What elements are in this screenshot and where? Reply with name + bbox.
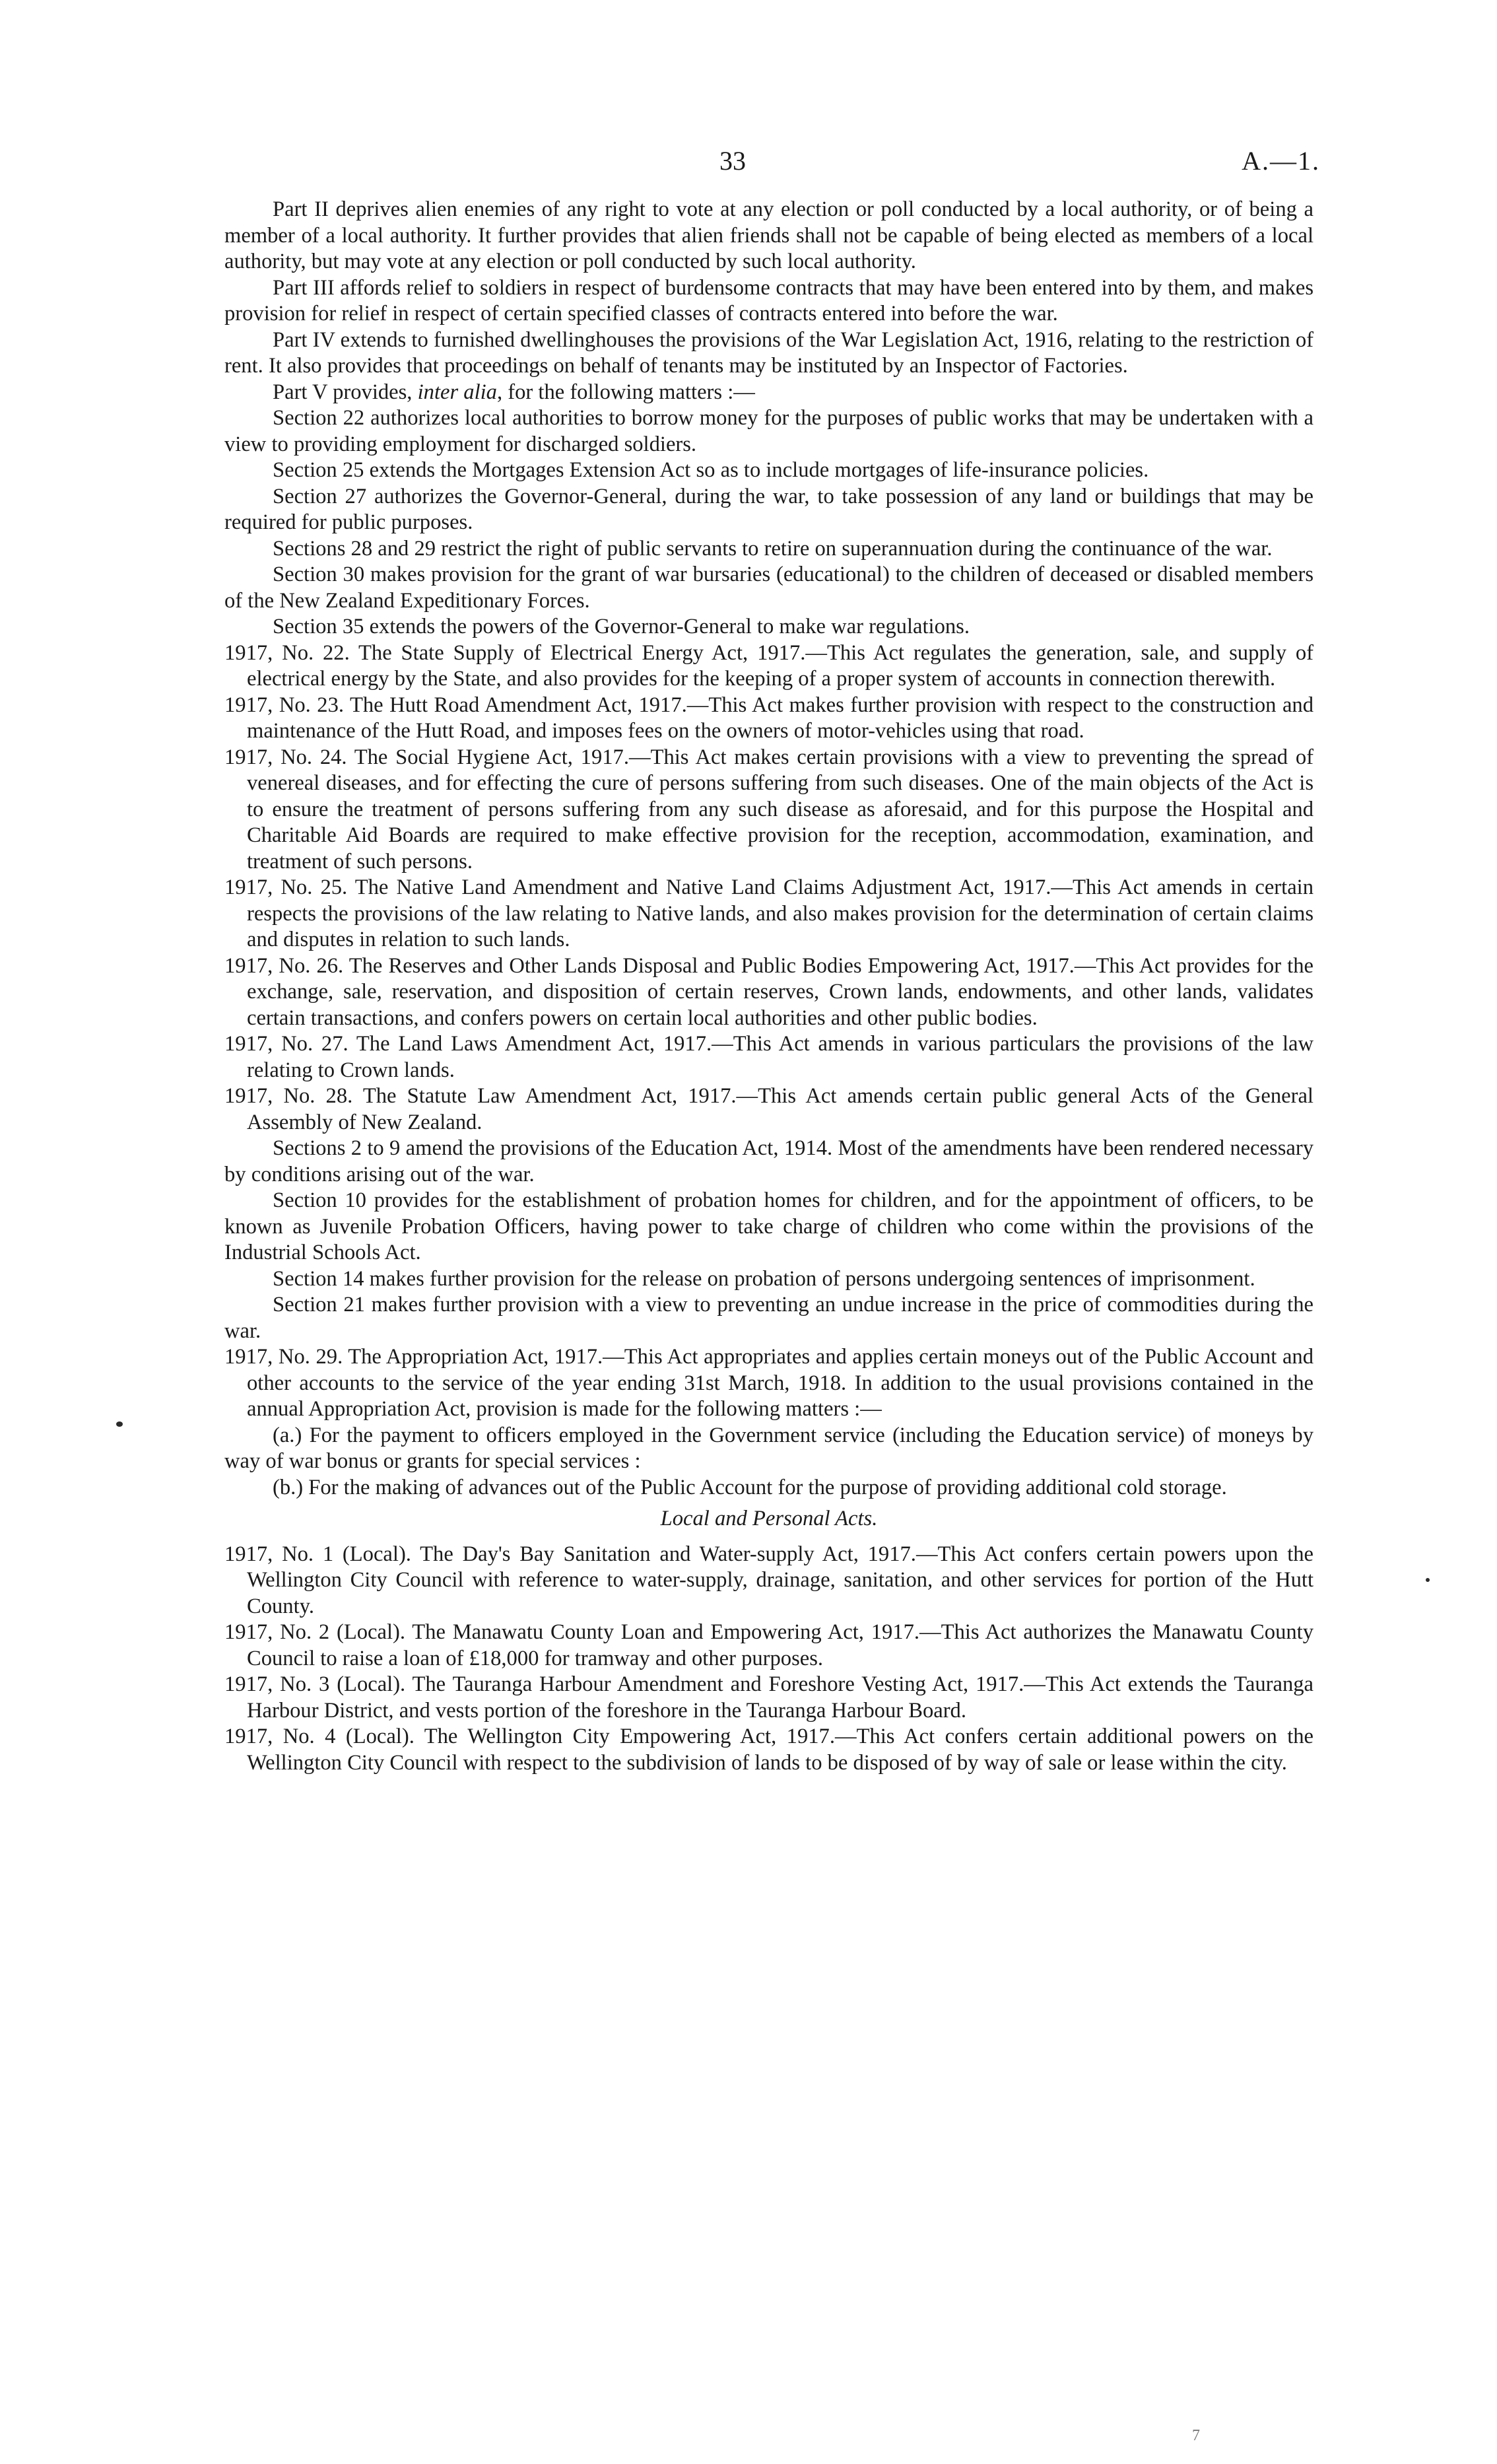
act-entry: 1917, No. 25. The Native Land Amendment and Native Land Claims Adjustment Act, 1917.—This Act amends in certain respects the provisions of the law relating to Native lands, and also makes provision for the determination of certain claims and disputes in relation to such lands.	[224, 875, 1314, 951]
paragraph: Section 14 makes further provision for the release on probation of persons undergoing sentences of imprisonment.	[273, 1266, 1255, 1291]
sub-item: (a.) For the payment to officers employed in the Government service (including the Education service) of moneys by way of war bonus or grants for special services :	[224, 1423, 1314, 1473]
page-number: 33	[719, 146, 746, 176]
act-entry: 1917, No. 3 (Local). The Tauranga Harbour Amendment and Foreshore Vesting Act, 1917.—This Act extends the Tauranga Harbour District, and vests portion of the foreshore in the Tauranga Harbour Board.	[224, 1672, 1314, 1723]
act-entry: 1917, No. 2 (Local). The Manawatu County Loan and Empowering Act, 1917.—This Act authorizes the Manawatu County Council to raise a loan of £18,000 for tramway and other purposes.	[224, 1620, 1314, 1670]
page-header	[0, 145, 1497, 185]
document-reference: A.—1.	[1242, 146, 1320, 176]
paragraph: Section 27 authorizes the Governor-General, during the war, to take possession of any land or buildings that may be required for public purposes.	[224, 484, 1314, 534]
act-entry: 1917, No. 28. The Statute Law Amendment Act, 1917.—This Act amends certain public general Acts of the General Assembly of New Zealand.	[224, 1084, 1314, 1134]
act-entry: 1917, No. 4 (Local). The Wellington City Empowering Act, 1917.—This Act confers certain additional powers on the Wellington City Council with respect to the subdivision of lands to be disposed of by way of sale or lease within the city.	[224, 1725, 1314, 1775]
paragraph: Part V provides, inter alia, for the following matters :—	[273, 380, 755, 404]
footer-mark: 7	[1192, 2427, 1200, 2444]
act-entry: 1917, No. 26. The Reserves and Other Lands Disposal and Public Bodies Empowering Act, 1917.—This Act provides for the exchange, sale, reservation, and disposition of certain reserves, Crown lands, endowments, and other lands, validates certain transactions, and confers powers on certain local authorities and other public bodies.	[224, 953, 1314, 1030]
paragraph: Part IV extends to furnished dwellinghouses the provisions of the War Legislation Act, 1916, relating to the restriction of rent. It also provides that proceedings on behalf of tenants may be instituted by an Inspector of Factories.	[224, 327, 1314, 378]
paragraph: Section 30 makes provision for the grant of war bursaries (educational) to the children of deceased or disabled members of the New Zealand Expeditionary Forces.	[224, 563, 1314, 613]
document-body	[224, 197, 1314, 1776]
act-entry: 1917, No. 27. The Land Laws Amendment Act, 1917.—This Act amends in various particulars the provisions of the law relating to Crown lands.	[224, 1032, 1314, 1082]
paragraph: Sections 2 to 9 amend the provisions of the Education Act, 1914. Most of the amendments have been rendered necessary by conditions arising out of the war.	[224, 1136, 1314, 1186]
ink-speck	[116, 1421, 123, 1427]
act-entry: 1917, No. 24. The Social Hygiene Act, 1917.—This Act makes certain provisions with a view to preventing the spread of venereal diseases, and for effecting the cure of persons suffering from such diseases. One of the main objects of the Act is to ensure the treatment of persons suffering from any such disease as aforesaid, and for this purpose the Hospital and Charitable Aid Boards are required to make effective provision for the reception, accommodation, examination, and treatment of such persons.	[224, 745, 1314, 873]
paragraph: Section 21 makes further provision with a view to preventing an undue increase in the price of commodities during the war.	[224, 1293, 1314, 1343]
paragraph: Section 35 extends the powers of the Governor-General to make war regulations.	[273, 615, 970, 638]
italic-phrase: inter alia	[417, 380, 497, 404]
paragraph: Sections 28 and 29 restrict the right of public servants to retire on superannuation during the continuance of the war.	[273, 536, 1273, 561]
paragraph: Section 22 authorizes local authorities to borrow money for the purposes of public works that may be undertaken with a view to providing employment for discharged soldiers.	[224, 406, 1314, 456]
paragraph: Section 10 provides for the establishment of probation homes for children, and for the appointment of officers, to be known as Juvenile Probation Officers, having power to take charge of children who come within the provisions of the Industrial Schools Act.	[224, 1188, 1314, 1264]
ink-speck	[1426, 1578, 1430, 1582]
section-heading: Local and Personal Acts.	[660, 1507, 878, 1530]
act-entry: 1917, No. 22. The State Supply of Electrical Energy Act, 1917.—This Act regulates the generation, sale, and supply of electrical energy by the State, and also provides for the keeping of a proper system of accounts in connection therewith.	[224, 640, 1314, 691]
act-entry: 1917, No. 23. The Hutt Road Amendment Act, 1917.—This Act makes further provision with respect to the construction and maintenance of the Hutt Road, and imposes fees on the owners of motor-vehicles using that road.	[224, 693, 1314, 743]
paragraph: Section 25 extends the Mortgages Extension Act so as to include mortgages of life-insurance policies.	[273, 458, 1149, 482]
act-entry: 1917, No. 29. The Appropriation Act, 1917.—This Act appropriates and applies certain moneys out of the Public Account and other accounts to the service of the year ending 31st March, 1918. In addition to the usual provisions contained in the annual Appropriation Act, provision is made for the following matters :—	[224, 1345, 1314, 1421]
sub-item: (b.) For the making of advances out of the Public Account for the purpose of providing additional cold storage.	[273, 1475, 1227, 1499]
paragraph: Part II deprives alien enemies of any right to vote at any election or poll conducted by a local authority, or of being a member of a local authority. It further provides that alien friends shall not be capable of being elected as members of a local authority, but may vote at any election or poll conducted by such local authority.	[224, 197, 1314, 273]
act-entry: 1917, No. 1 (Local). The Day's Bay Sanitation and Water-supply Act, 1917.—This Act confers certain powers upon the Wellington City Council with reference to water-supply, drainage, sanitation, and other services for portion of the Hutt County.	[224, 1542, 1314, 1618]
paragraph: Part III affords relief to soldiers in respect of burdensome contracts that may have been entered into by them, and makes provision for relief in respect of certain specified classes of contracts entered into before the war.	[224, 275, 1314, 325]
